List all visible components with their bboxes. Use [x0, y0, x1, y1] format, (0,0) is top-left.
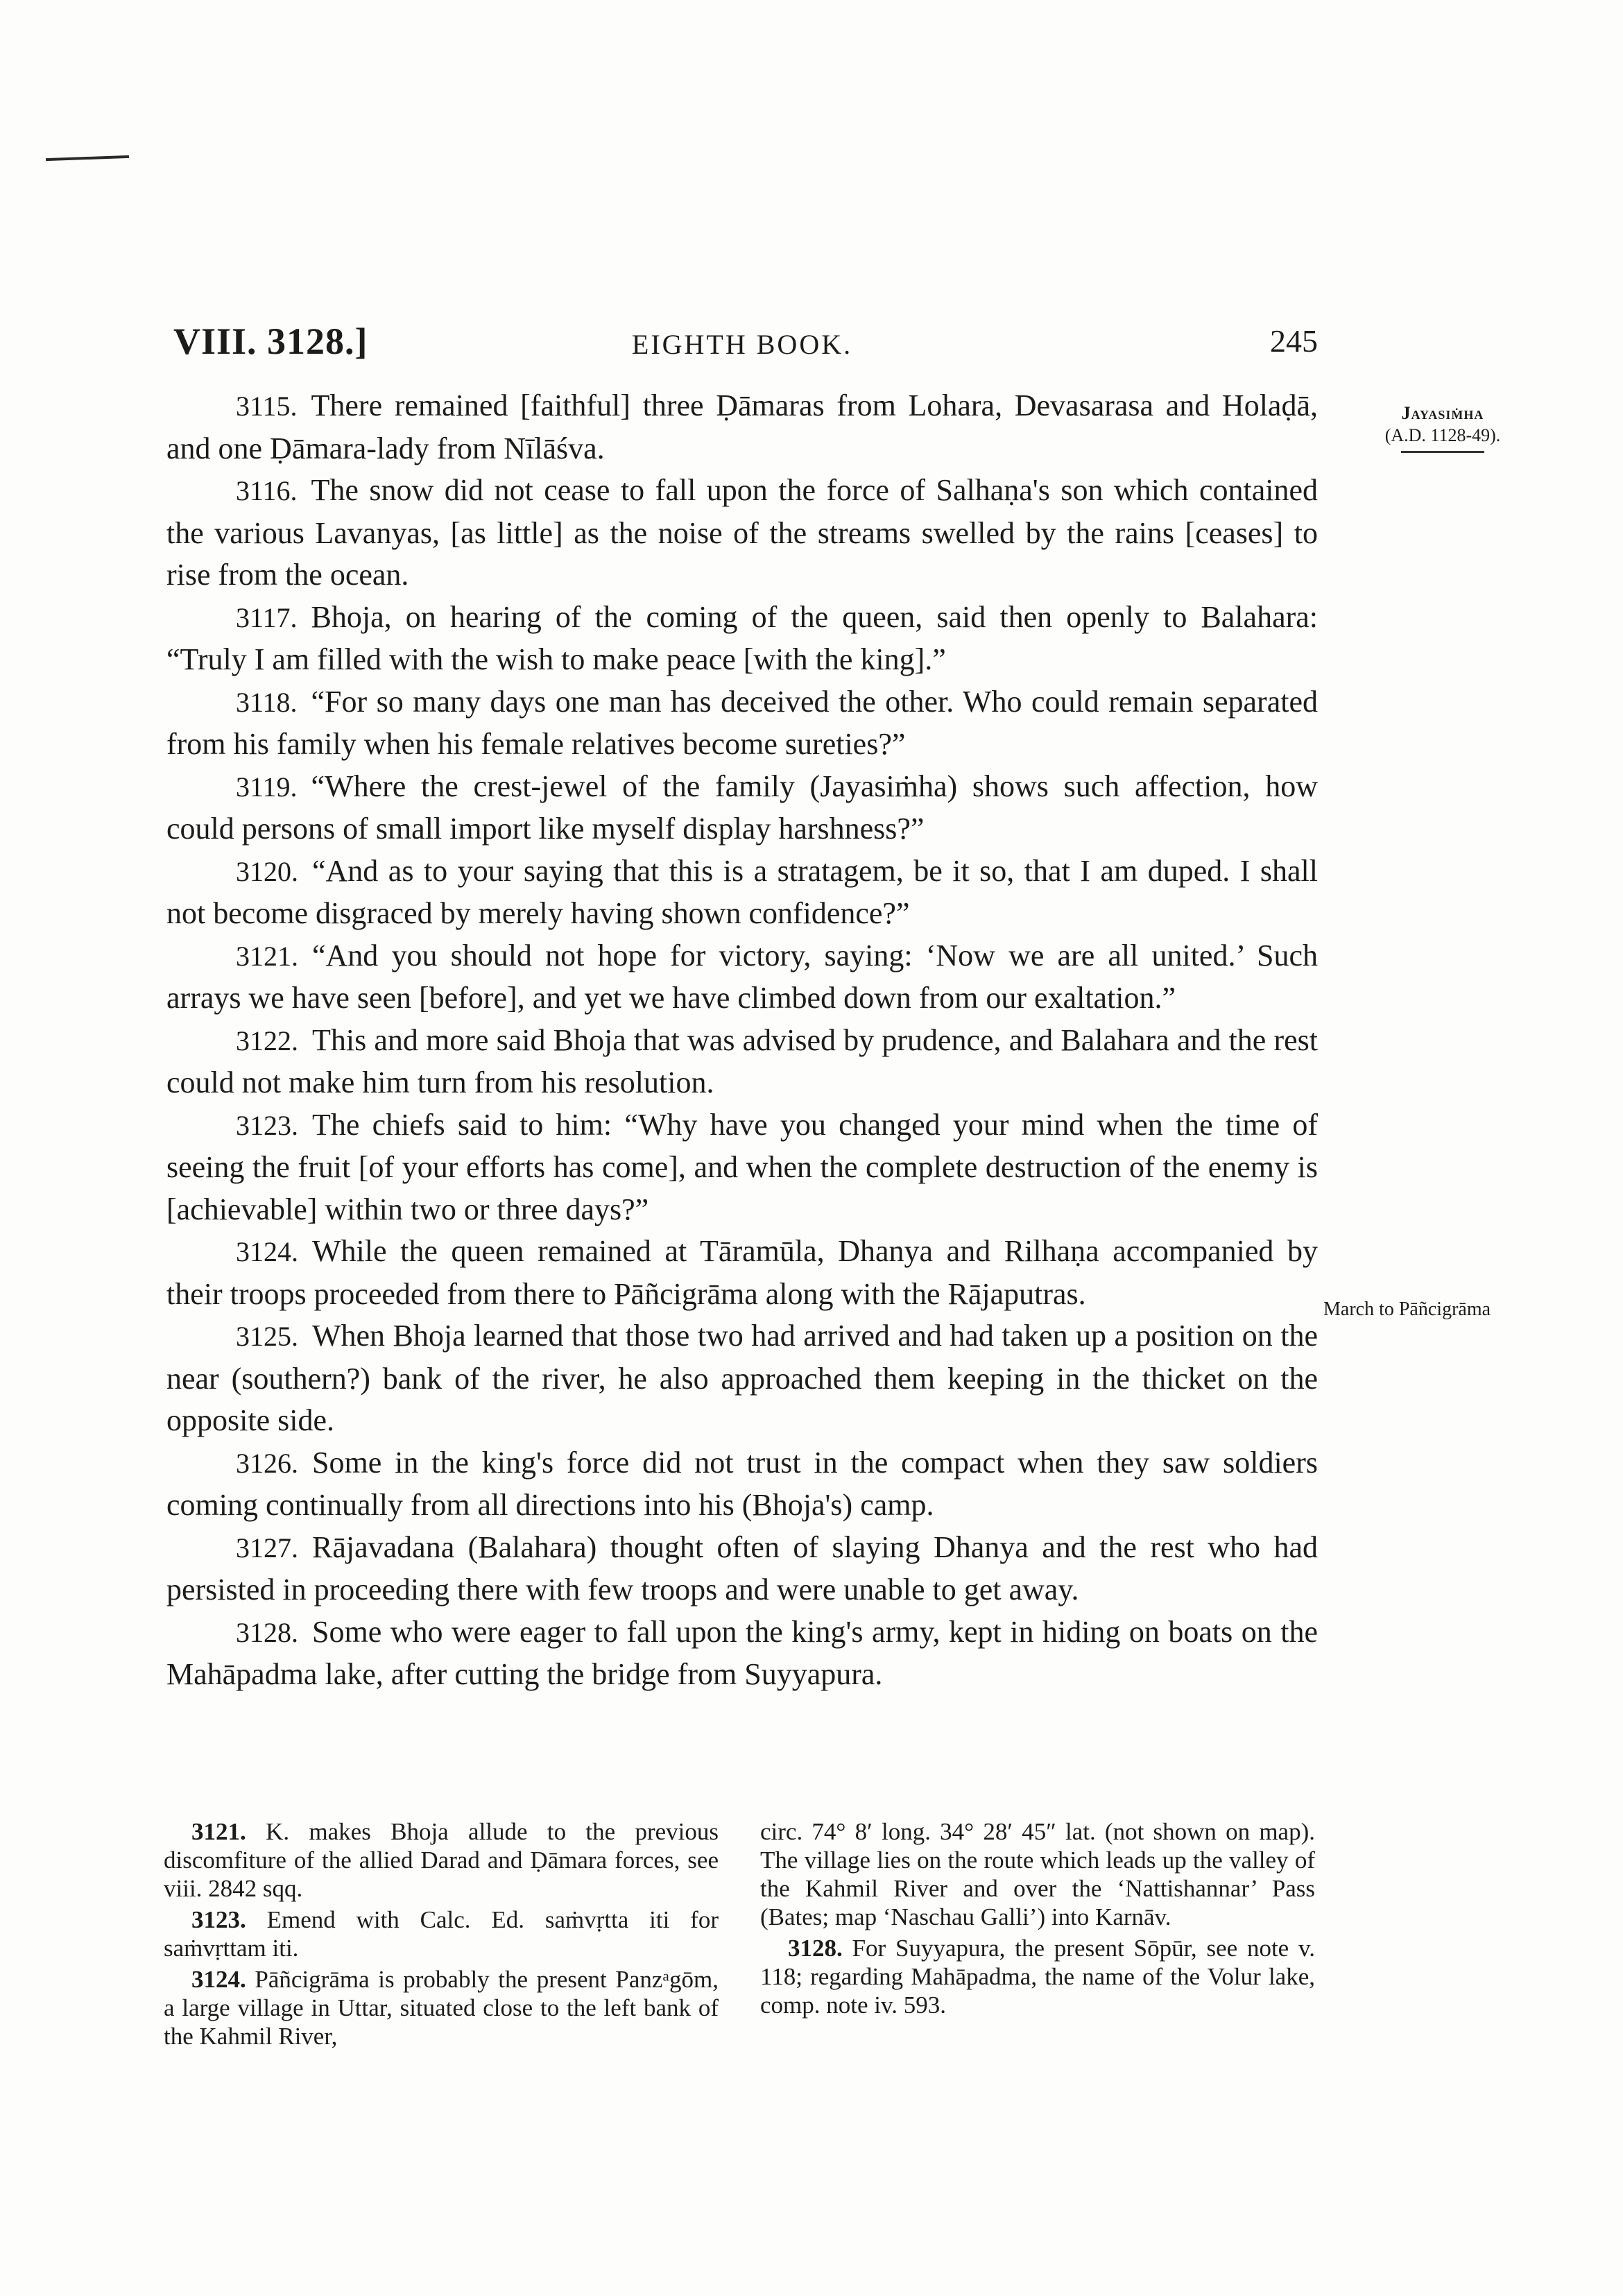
verse-number: 3124. [236, 1236, 298, 1267]
footnote-number: 3123. [191, 1906, 246, 1933]
footnotes [164, 1817, 1315, 2053]
verse-text: Bhoja, on hearing of the coming of the queen, said then openly to Balahara: “Truly I am filled with the wish to make peace [with the king].” [166, 599, 1318, 676]
verse-number: 3116. [236, 475, 298, 506]
verse-text: The snow did not cease to fall upon the force of Salhaṇa's son which contained the various Lavanyas, [as little] as the noise of the streams swelled by the rains [ceases] to rise from the ocean. [166, 473, 1318, 592]
page-number: 245 [1270, 323, 1318, 359]
verse-text: Rājavadana (Balahara) thought often of slaying Dhanya and the rest who had persisted in proceeding there with few troops and were unable to get away. [166, 1530, 1318, 1607]
verse [166, 1231, 1318, 1315]
verse-number: 3127. [236, 1532, 298, 1563]
footnote [164, 1965, 719, 2050]
footnote-text: circ. 74° 8′ long. 34° 28′ 45″ lat. (not shown on map). The village lies on the route which leads up the valley of the Kahmil River and over the ‘Nattishannar’ Pass (Bates; map ‘Naschau Galli’) into Karnāv. [760, 1818, 1315, 1930]
verse-text: The chiefs said to him: “Why have you changed your mind when the time of seeing the fruit [of your efforts has come], and when the complete destruction of the enemy is [achievable] within two or three days?” [166, 1107, 1318, 1226]
verse [166, 470, 1318, 597]
footnote-number: 3128. [788, 1935, 843, 1962]
footnote [760, 1934, 1315, 2019]
verse-text: Some in the king's force did not trust in the compact when they saw soldiers coming continually from all directions into his (Bhoja's) camp. [166, 1445, 1318, 1522]
verse-number: 3125. [236, 1321, 298, 1352]
verse-number: 3121. [236, 940, 298, 972]
verse-number: 3117. [236, 601, 298, 633]
margin-note-jayasimha [1352, 402, 1533, 453]
running-header [166, 316, 1318, 371]
margin-note-name: Jayasiṁha [1401, 403, 1484, 423]
header-book-title: EIGHTH BOOK. [631, 329, 853, 360]
verse-number: 3115. [236, 391, 298, 422]
verse-text: “And as to your saying that this is a stratagem, be it so, that I am duped. I shall not become disgraced by merely having shown confidence?” [166, 853, 1318, 930]
verse [166, 1527, 1318, 1611]
verse-text-block [166, 385, 1318, 1696]
verse-text: “Where the crest-jewel of the family (Jayasiṁha) shows such affection, how could persons of small import like myself display harshness?” [166, 769, 1318, 846]
margin-note-march: March to Pāñcigrāma [1323, 1299, 1491, 1320]
verse [166, 1020, 1318, 1104]
verse-text: “And you should not hope for victory, saying: ‘Now we are all united.’ Such arrays we have seen [before], and yet we have climbed down from our exaltation.” [166, 938, 1318, 1015]
verse [166, 597, 1318, 681]
verse-number: 3120. [236, 855, 298, 887]
footnote-number: 3124. [191, 1966, 246, 1993]
footnote-text: Pāñcigrāma is probably the present Panzᵃgōm, a large village in Uttar, situated close to the left bank of the Kahmil River, [164, 1966, 719, 2050]
verse-text: This and more said Bhoja that was advised by prudence, and Balahara and the rest could not make him turn from his resolution. [166, 1022, 1318, 1099]
verse [166, 766, 1318, 850]
footnotes-left-column [164, 1817, 719, 2053]
footnote-number: 3121. [191, 1818, 246, 1845]
verse-number: 3126. [236, 1447, 298, 1479]
header-verse-reference: VIII. 3128.] [173, 320, 368, 362]
footnote-continued [760, 1817, 1315, 1931]
margin-ink-mark [46, 155, 129, 161]
verse [166, 1442, 1318, 1527]
footnote [164, 1817, 719, 1903]
verse-number: 3128. [236, 1616, 298, 1648]
verse [166, 850, 1318, 935]
verse [166, 1611, 1318, 1696]
verse [166, 935, 1318, 1020]
verse [166, 1315, 1318, 1442]
verse-number: 3122. [236, 1025, 298, 1056]
footnotes-right-column [760, 1817, 1315, 2053]
verse-text: Some who were eager to fall upon the king's army, kept in hiding on boats on the Mahāpadma lake, after cutting the bridge from Suyyapura. [166, 1614, 1318, 1691]
verse [166, 681, 1318, 766]
footnote-text: Emend with Calc. Ed. saṁvṛtta iti for saṁvṛttam iti. [164, 1906, 719, 1962]
verse-number: 3123. [236, 1109, 298, 1141]
footnote-text: For Suyyapura, the present Sōpūr, see note v. 118; regarding Mahāpadma, the name of the Volur lake, comp. note iv. 593. [760, 1935, 1315, 2019]
footnote-text: K. makes Bhoja allude to the previous discomfiture of the allied Darad and Ḍāmara forces, see viii. 2842 sqq. [164, 1818, 719, 1902]
footnote [164, 1905, 719, 1962]
verse-text: “For so many days one man has deceived the other. Who could remain separated from his family when his female relatives become sureties?” [166, 684, 1318, 761]
verse [166, 385, 1318, 470]
margin-note-rule [1401, 451, 1484, 453]
verse-text: When Bhoja learned that those two had arrived and had taken up a position on the near (southern?) bank of the river, he also approached them keeping in the thicket on the opposite side. [166, 1319, 1318, 1437]
verse-text: While the queen remained at Tāramūla, Dhanya and Rilhaṇa accompanied by their troops proceeded from there to Pāñcigrāma along with the Rājaputras. [166, 1234, 1318, 1311]
verse [166, 1104, 1318, 1231]
margin-note-dates: (A.D. 1128-49). [1384, 425, 1501, 445]
verse-number: 3118. [236, 686, 298, 718]
verse-text: There remained [faithful] three Ḍāmaras from Lohara, Devasarasa and Holaḍā, and one Ḍāmara-lady from Nīlāśva. [166, 388, 1318, 465]
verse-number: 3119. [236, 771, 298, 803]
